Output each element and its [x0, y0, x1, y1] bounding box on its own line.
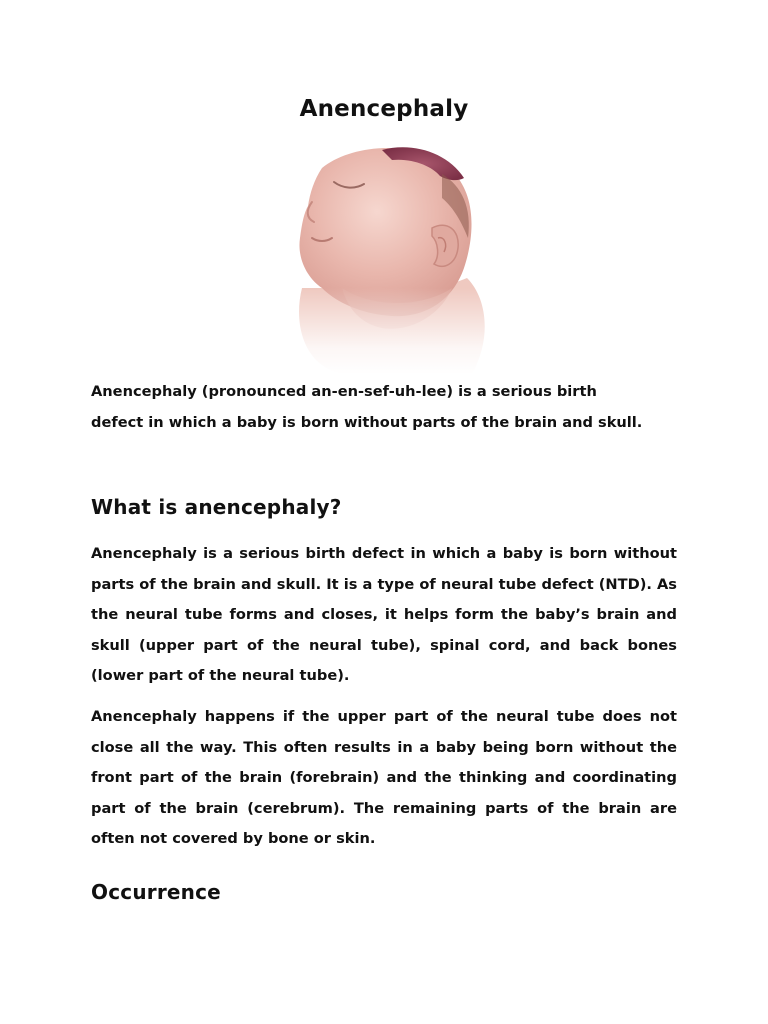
intro-paragraph: Anencephaly (pronounced an-en-sef-uh-lee) is a serious birth defect in which a baby is born without parts of the brain and skull.	[91, 383, 643, 431]
section-heading-occurrence: Occurrence	[91, 880, 221, 904]
body-paragraph: Anencephaly is a serious birth defect in which a baby is born without parts of the brain and skull. It is a type of neural tube defect (NTD). As the neural tube forms and closes, it helps form the baby’s brain and skull (upper part of the neural tube), spinal cord, and back bones (lower part of the neural tube).	[91, 545, 677, 684]
page-title: Anencephaly	[299, 96, 469, 122]
infant-head-profile-illustration	[282, 138, 494, 374]
section-heading-what-is: What is anencephaly?	[91, 495, 342, 519]
body-paragraph: Anencephaly happens if the upper part of the neural tube does not close all the way. This often results in a baby being born without the front part of the brain (forebrain) and the thinking and coordinating part of the brain (cerebrum). The remaining parts of the brain are often not covered by bone or skin.	[91, 708, 677, 847]
